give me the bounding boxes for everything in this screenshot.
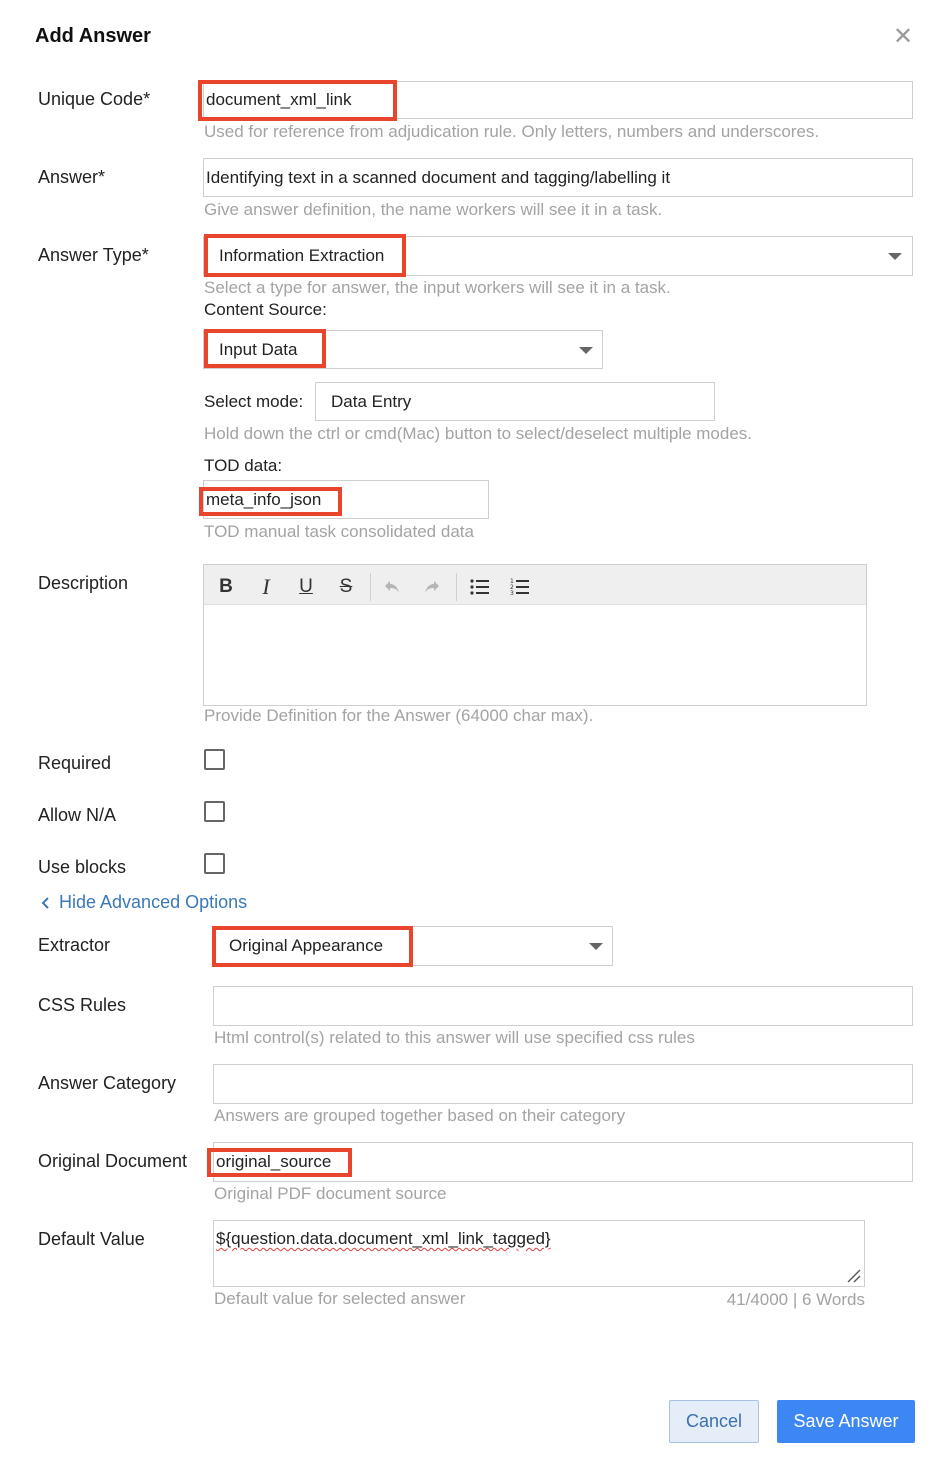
chevron-down-icon: [888, 253, 902, 260]
toolbar-divider: [370, 573, 371, 601]
original-document-input[interactable]: [213, 1142, 913, 1182]
svg-text:3: 3: [510, 590, 514, 596]
content-source-value: Input Data: [219, 339, 298, 359]
tod-data-label: TOD data:: [204, 456, 283, 475]
required-checkbox[interactable]: [204, 749, 225, 770]
unique-code-help: Used for reference from adjudication rule. Only letters, numbers and underscores.: [204, 122, 820, 141]
css-rules-label: CSS Rules: [38, 995, 127, 1015]
use-blocks-label: Use blocks: [38, 857, 127, 877]
allow-na-checkbox[interactable]: [204, 801, 225, 822]
tod-data-value: meta_info_json: [206, 489, 322, 509]
svg-text:1: 1: [510, 578, 514, 585]
unique-code-value: document_xml_link: [206, 90, 352, 109]
original-document-label: Original Document: [38, 1151, 188, 1171]
extractor-select[interactable]: [213, 926, 613, 966]
chevron-left-icon: [40, 896, 50, 910]
default-value-text: ${question.data.document_xml_link_tagged}: [216, 1229, 551, 1248]
svg-text:2: 2: [510, 584, 514, 591]
numbered-list-icon[interactable]: [506, 573, 534, 601]
extractor-label: Extractor: [38, 935, 111, 955]
original-document-value: original_source: [216, 1152, 332, 1171]
description-help: Provide Definition for the Answer (64000 char max).: [204, 706, 594, 725]
answer-category-label: Answer Category: [38, 1073, 177, 1093]
extractor-value: Original Appearance: [229, 936, 384, 955]
default-value-label: Default Value: [38, 1229, 145, 1249]
use-blocks-checkbox[interactable]: [204, 853, 225, 874]
default-value-textarea[interactable]: [213, 1220, 865, 1287]
italic-button[interactable]: I: [262, 574, 270, 599]
answer-category-input[interactable]: [213, 1064, 913, 1104]
required-label: Required: [38, 753, 112, 773]
select-mode-label: Select mode:: [204, 392, 304, 411]
dialog-title: Add Answer: [35, 25, 151, 47]
answer-type-select[interactable]: [203, 236, 913, 276]
unique-code-label: Unique Code*: [38, 89, 151, 109]
resize-handle-icon[interactable]: [846, 1268, 862, 1284]
tod-data-input[interactable]: [203, 480, 489, 519]
default-value-counter: 41/4000 | 6 Words: [726, 1290, 865, 1309]
hide-advanced-options-label: Hide Advanced Options: [59, 892, 248, 912]
redo-icon[interactable]: [418, 573, 446, 601]
answer-input[interactable]: [203, 158, 913, 197]
content-source-label: Content Source:: [204, 300, 327, 319]
description-label: Description: [38, 573, 129, 593]
description-editor[interactable]: [203, 564, 867, 706]
answer-category-help: Answers are grouped together based on their category: [214, 1106, 626, 1125]
answer-type-label: Answer Type*: [38, 245, 149, 265]
undo-icon[interactable]: [378, 573, 406, 601]
css-rules-help: Html control(s) related to this answer will use specified css rules: [214, 1028, 695, 1047]
answer-help: Give answer definition, the name workers will see it in a task.: [204, 200, 663, 219]
description-textarea[interactable]: [204, 605, 866, 705]
original-document-help: Original PDF document source: [214, 1184, 447, 1203]
bold-button[interactable]: B: [219, 576, 233, 597]
editor-toolbar: [204, 565, 866, 605]
answer-value: Identifying text in a scanned document and tagging/labelling it: [206, 167, 671, 187]
answer-label: Answer*: [38, 167, 106, 187]
content-source-select[interactable]: [203, 330, 603, 369]
default-value-help: Default value for selected answer: [214, 1289, 466, 1308]
answer-type-help: Select a type for answer, the input workers will see it in a task.: [204, 278, 671, 297]
answer-type-value: Information Extraction: [219, 246, 385, 265]
allow-na-label: Allow N/A: [38, 805, 117, 825]
hide-advanced-options-link[interactable]: [40, 892, 247, 913]
underline-button[interactable]: U: [299, 576, 313, 597]
cancel-button[interactable]: Cancel: [669, 1400, 759, 1443]
tod-data-help: TOD manual task consolidated data: [204, 522, 474, 541]
bullet-list-icon[interactable]: [466, 573, 494, 601]
strikethrough-button[interactable]: S: [339, 576, 353, 597]
select-mode-option[interactable]: Data Entry: [331, 391, 412, 411]
chevron-down-icon: [579, 347, 593, 354]
css-rules-input[interactable]: [213, 986, 913, 1026]
close-icon[interactable]: ✕: [892, 23, 914, 50]
select-mode-listbox[interactable]: [315, 382, 715, 421]
select-mode-help: Hold down the ctrl or cmd(Mac) button to select/deselect multiple modes.: [204, 424, 753, 443]
save-answer-button[interactable]: Save Answer: [777, 1400, 915, 1443]
toolbar-divider: [456, 573, 457, 601]
chevron-down-icon: [589, 943, 603, 950]
unique-code-input[interactable]: [203, 81, 913, 119]
